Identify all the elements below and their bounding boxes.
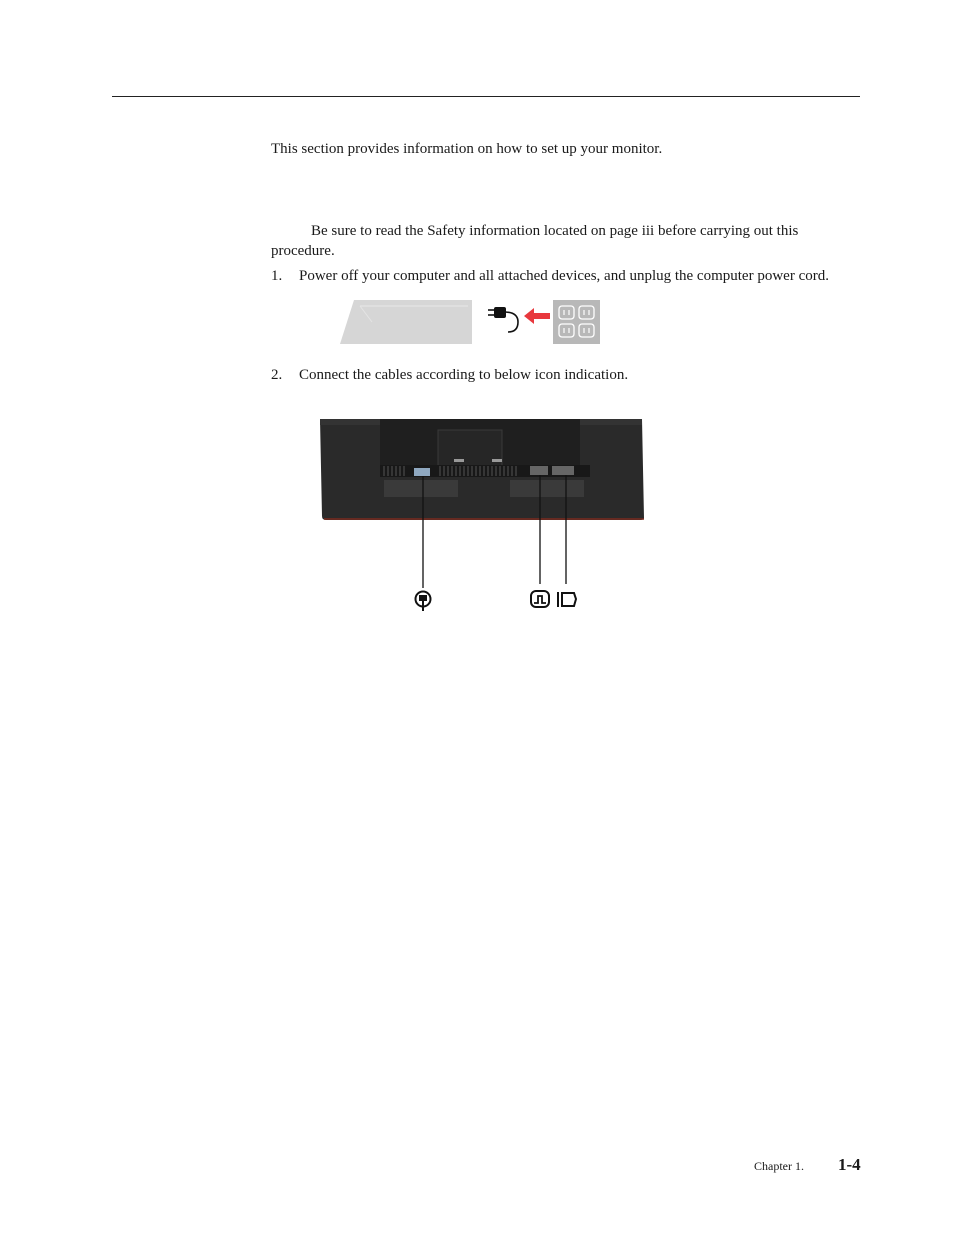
step-number: 1. bbox=[271, 268, 283, 284]
vga-connector-icon bbox=[531, 591, 549, 607]
footer-page-number: 1-4 bbox=[838, 1155, 861, 1174]
dvi-connector-icon bbox=[558, 592, 576, 607]
arrow-left-icon bbox=[524, 308, 550, 324]
step-number: 2. bbox=[271, 367, 283, 383]
monitor-rear-figure bbox=[318, 416, 648, 614]
computer-icon bbox=[340, 300, 472, 344]
unplug-figure bbox=[338, 298, 602, 346]
step-2 bbox=[271, 365, 628, 385]
power-connector-icon bbox=[416, 592, 431, 612]
monitor-rear-panel bbox=[320, 419, 644, 520]
safety-note: Be sure to read the Safety information located on page iii before carrying out this procedure. bbox=[271, 223, 799, 259]
step-text: Power off your computer and all attached devices, and unplug the computer power cord. bbox=[299, 268, 829, 284]
power-plug-icon bbox=[488, 307, 518, 332]
step-text: Connect the cables according to below icon indication. bbox=[299, 367, 629, 383]
step-1 bbox=[271, 266, 829, 286]
footer-chapter: Chapter 1. bbox=[754, 1159, 804, 1173]
wall-outlet-icon bbox=[553, 300, 600, 344]
header-rule bbox=[112, 96, 860, 97]
intro-paragraph: This section provides information on how to set up your monitor. bbox=[271, 141, 663, 157]
